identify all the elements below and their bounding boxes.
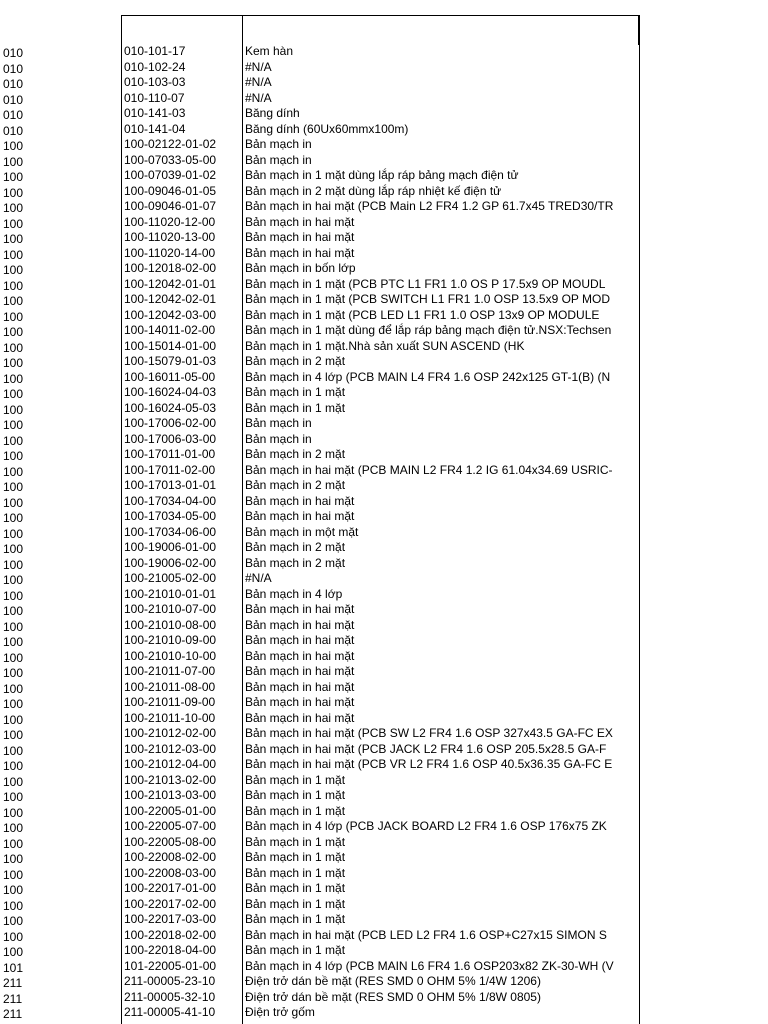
table-row [0, 633, 768, 649]
item-code-cell: 100-15079-01-03 [124, 354, 217, 368]
description-cell: Bản mạch in 1 mặt [245, 788, 346, 802]
item-code-cell: 010-102-24 [124, 59, 186, 74]
description-cell: Bản mạch in hai mặt (PCB Main L2 FR4 1.2 GP 61.7x45 TRED30/TR [245, 199, 614, 213]
group-code-cell: 010 [3, 61, 24, 76]
group-code-cell: 100 [3, 247, 24, 262]
item-code-cell: 100-07033-05-00 [124, 152, 217, 167]
table-row [0, 835, 768, 851]
description-cell: Bản mạch in 1 mặt [245, 912, 346, 926]
description-cell: Bản mạch in 1 mặt.Nhà sản xuất SUN ASCEND (HK [245, 338, 525, 353]
group-code-cell: 100 [3, 294, 24, 308]
item-code-cell: 100-21010-09-00 [124, 633, 217, 647]
table-row [0, 230, 768, 246]
item-code-cell: 100-14011-02-00 [124, 323, 216, 337]
description-cell: #N/A [245, 59, 272, 74]
group-code-cell: 100 [3, 728, 24, 742]
description-cell: Bản mạch in hai mặt [245, 493, 355, 508]
group-code-cell: 100 [3, 154, 24, 169]
table-row [0, 850, 768, 866]
group-code-cell: 100 [3, 495, 24, 510]
item-table [0, 44, 768, 1021]
table-row [0, 587, 768, 603]
item-code-cell: 100-22005-07-00 [124, 819, 217, 833]
item-code-cell: 100-22017-01-00 [124, 881, 217, 895]
description-cell: Bản mạch in hai mặt (PCB LED L2 FR4 1.6 OSP+C27x15 SIMON S [245, 927, 607, 942]
description-cell: Bản mạch in 1 mặt (PCB SWITCH L1 FR1 1.0 OSP 13.5x9 OP MOD [245, 292, 611, 306]
group-code-cell: 100 [3, 449, 24, 463]
item-code-cell: 100-11020-12-00 [124, 214, 216, 229]
table-row [0, 928, 768, 944]
description-cell: Bản mạch in hai mặt [245, 648, 355, 663]
description-cell: #N/A [245, 90, 272, 105]
table-row [0, 881, 768, 897]
group-code-cell: 100 [3, 526, 24, 541]
table-row [0, 137, 768, 153]
group-code-cell: 100 [3, 511, 24, 525]
description-cell: Bản mạch in 4 lớp [245, 586, 343, 601]
group-code-cell: 100 [3, 278, 24, 293]
group-code-cell: 100 [3, 619, 24, 634]
table-row [0, 447, 768, 463]
description-cell: Bản mạch in hai mặt [245, 509, 355, 523]
description-cell: Bản mạch in hai mặt (PCB MAIN L2 FR4 1.2 IG 61.04x34.69 USRIC- [245, 462, 613, 477]
item-code-cell: 100-21011-08-00 [124, 679, 216, 694]
group-code-cell: 100 [3, 542, 24, 556]
table-row [0, 571, 768, 587]
item-code-cell: 100-09046-01-07 [124, 199, 217, 213]
item-code-cell: 100-09046-01-05 [124, 183, 217, 198]
group-code-cell: 100 [3, 805, 24, 820]
item-code-cell: 100-16011-05-00 [124, 369, 216, 384]
description-cell: Bản mạch in 1 mặt (PCB LED L1 FR1 1.0 OSP 13x9 OP MODULE [245, 307, 600, 322]
description-cell: #N/A [245, 571, 272, 585]
item-code-cell: 100-21010-10-00 [124, 648, 217, 663]
table-row [0, 618, 768, 634]
group-code-cell: 100 [3, 666, 24, 680]
table-row [0, 184, 768, 200]
table-row [0, 432, 768, 448]
description-cell: Điện trở gốm [245, 1005, 315, 1019]
group-code-cell: 100 [3, 774, 24, 789]
table-row [0, 695, 768, 711]
group-code-cell: 100 [3, 418, 24, 432]
group-code-cell: 100 [3, 232, 24, 246]
group-code-cell: 100 [3, 867, 24, 882]
description-cell: Bản mạch in 1 mặt [245, 943, 346, 957]
item-code-cell: 100-19006-01-00 [124, 540, 217, 554]
table-row [0, 757, 768, 773]
table-row [0, 897, 768, 913]
description-cell: Điện trở dán bề mặt (RES SMD 0 OHM 5% 1/8W 0805) [245, 989, 541, 1004]
item-code-cell: 100-17011-01-00 [124, 447, 216, 461]
item-code-cell: 100-15014-01-00 [124, 338, 217, 353]
item-code-cell: 100-17013-01-01 [124, 478, 217, 492]
table-row [0, 75, 768, 91]
table-row [0, 106, 768, 122]
group-code-cell: 100 [3, 216, 24, 231]
table-row [0, 401, 768, 417]
group-code-cell: 100 [3, 263, 24, 277]
group-code-cell: 211 [3, 991, 23, 1006]
item-code-cell: 010-101-17 [124, 44, 186, 58]
item-code-cell: 211-00005-32-10 [124, 989, 216, 1004]
group-code-cell: 100 [3, 604, 24, 618]
table-row [0, 60, 768, 76]
table-row [0, 308, 768, 324]
item-code-cell: 100-21012-02-00 [124, 726, 217, 740]
table-row [0, 540, 768, 556]
item-code-cell: 101-22005-01-00 [124, 958, 217, 973]
item-code-cell: 100-21011-07-00 [124, 664, 216, 678]
item-code-cell: 100-11020-13-00 [124, 230, 216, 244]
group-code-cell: 211 [3, 976, 23, 990]
item-code-cell: 100-22005-08-00 [124, 834, 217, 849]
description-cell: Bản mạch in 2 mặt [245, 354, 346, 368]
description-cell: Bản mạch in 4 lớp (PCB JACK BOARD L2 FR4 1.6 OSP 176x75 ZK [245, 819, 607, 833]
item-code-cell: 100-21013-03-00 [124, 788, 217, 802]
item-code-cell: 100-11020-14-00 [124, 245, 216, 260]
description-cell: Bản mạch in hai mặt [245, 633, 355, 647]
table-row [0, 664, 768, 680]
group-code-cell: 100 [3, 743, 24, 758]
table-row [0, 773, 768, 789]
table-row [0, 959, 768, 975]
description-cell: Bản mạch in 1 mặt (PCB PTC L1 FR1 1.0 OS P 17.5x9 OP MOUDL [245, 276, 606, 291]
item-code-cell: 100-21013-02-00 [124, 772, 217, 787]
table-row [0, 525, 768, 541]
item-code-cell: 100-17034-05-00 [124, 509, 217, 523]
group-code-cell: 100 [3, 480, 24, 494]
table-row [0, 215, 768, 231]
item-code-cell: 100-17006-02-00 [124, 416, 217, 430]
description-cell: Bản mạch in hai mặt [245, 695, 355, 709]
group-code-cell: 100 [3, 650, 24, 665]
description-cell: Bản mạch in hai mặt (PCB VR L2 FR4 1.6 OSP 40.5x36.35 GA-FC E [245, 757, 613, 771]
group-code-cell: 100 [3, 635, 24, 649]
table-row [0, 788, 768, 804]
item-code-cell: 100-16024-05-03 [124, 400, 217, 415]
description-cell: Bản mạch in [245, 152, 312, 167]
group-code-cell: 010 [3, 46, 24, 60]
header-cell-box [121, 15, 639, 45]
table-row [0, 323, 768, 339]
description-cell: Bản mạch in 2 mặt [245, 478, 346, 492]
group-code-cell: 100 [3, 402, 24, 417]
table-row [0, 168, 768, 184]
group-code-cell: 100 [3, 201, 24, 215]
table-row [0, 385, 768, 401]
group-code-cell: 100 [3, 387, 24, 401]
description-cell: Bản mạch in 4 lớp (PCB MAIN L6 FR4 1.6 OSP203x82 ZK-30-WH (V [245, 958, 614, 973]
group-code-cell: 100 [3, 898, 24, 913]
group-code-cell: 100 [3, 883, 24, 897]
table-row [0, 711, 768, 727]
group-code-cell: 010 [3, 77, 24, 91]
group-code-cell: 100 [3, 170, 24, 184]
description-cell: Bản mạch in hai mặt [245, 710, 355, 725]
description-cell: Bản mạch in hai mặt [245, 230, 355, 244]
group-code-cell: 100 [3, 573, 24, 587]
item-code-cell: 100-21010-08-00 [124, 617, 217, 632]
group-code-cell: 100 [3, 371, 24, 386]
item-code-cell: 100-19006-02-00 [124, 555, 217, 570]
group-code-cell: 100 [3, 852, 24, 866]
group-code-cell: 100 [3, 588, 24, 603]
item-code-cell: 100-22018-04-00 [124, 943, 217, 957]
group-code-cell: 100 [3, 790, 24, 804]
table-row [0, 44, 768, 60]
item-code-cell: 100-21011-10-00 [124, 710, 216, 725]
item-code-cell: 100-17011-02-00 [124, 462, 216, 477]
group-code-cell: 100 [3, 433, 24, 448]
group-code-cell: 100 [3, 325, 24, 339]
description-cell: Bản mạch in hai mặt [245, 664, 355, 678]
item-code-cell: 100-21011-09-00 [124, 695, 216, 709]
group-code-cell: 100 [3, 557, 24, 572]
item-code-cell: 100-07039-01-02 [124, 168, 217, 182]
description-cell: Bản mạch in 1 mặt [245, 865, 346, 880]
item-code-cell: 100-12042-01-01 [124, 276, 217, 291]
item-code-cell: 010-110-07 [124, 90, 185, 105]
description-cell: Bản mạch in 1 mặt [245, 772, 346, 787]
description-cell: Bản mạch in hai mặt (PCB JACK L2 FR4 1.6 OSP 205.5x28.5 GA-F [245, 741, 607, 756]
description-cell: Kem hàn [245, 44, 294, 58]
table-row [0, 261, 768, 277]
description-cell: Bản mạch in 1 mặt [245, 834, 346, 849]
group-code-cell: 100 [3, 929, 24, 944]
item-code-cell: 100-17034-04-00 [124, 493, 217, 508]
item-code-cell: 010-141-04 [124, 121, 186, 136]
table-row [0, 974, 768, 990]
table-row [0, 912, 768, 928]
description-cell: #N/A [245, 75, 272, 89]
item-code-cell: 100-02122-01-02 [124, 137, 217, 151]
group-code-cell: 100 [3, 139, 24, 153]
group-code-cell: 010 [3, 92, 24, 107]
group-code-cell: 100 [3, 821, 24, 835]
table-row [0, 246, 768, 262]
table-row [0, 494, 768, 510]
table-row [0, 1005, 768, 1021]
group-code-cell: 100 [3, 836, 24, 851]
item-code-cell: 100-12042-02-01 [124, 292, 217, 306]
table-row [0, 509, 768, 525]
table-row [0, 199, 768, 215]
description-cell: Băng dính [245, 106, 300, 120]
item-code-cell: 100-22018-02-00 [124, 927, 217, 942]
table-row [0, 742, 768, 758]
group-code-cell: 100 [3, 697, 24, 711]
table-row [0, 478, 768, 494]
description-cell: Bản mạch in hai mặt [245, 602, 355, 616]
table-row [0, 292, 768, 308]
table-row [0, 943, 768, 959]
item-code-cell: 100-22017-03-00 [124, 912, 217, 926]
description-cell: Bản mạch in 1 mặt [245, 385, 346, 399]
table-row [0, 556, 768, 572]
description-cell: Bản mạch in [245, 431, 312, 446]
description-cell: Bản mạch in bốn lớp [245, 261, 356, 275]
item-code-cell: 100-21010-07-00 [124, 602, 217, 616]
item-code-cell: 100-12018-02-00 [124, 261, 217, 275]
description-cell: Bản mạch in 4 lớp (PCB MAIN L4 FR4 1.6 OSP 242x125 GT-1(B) (N [245, 369, 611, 384]
table-row [0, 680, 768, 696]
item-code-cell: 100-22017-02-00 [124, 896, 217, 911]
item-code-cell: 100-22008-03-00 [124, 865, 217, 880]
description-cell: Bản mạch in một mặt [245, 524, 359, 539]
group-code-cell: 100 [3, 914, 24, 928]
group-code-cell: 100 [3, 464, 24, 479]
item-code-cell: 100-17034-06-00 [124, 524, 217, 539]
table-row [0, 649, 768, 665]
description-cell: Bản mạch in hai mặt [245, 245, 355, 260]
item-code-cell: 100-21012-03-00 [124, 741, 217, 756]
group-code-cell: 010 [3, 123, 24, 138]
group-code-cell: 100 [3, 759, 24, 773]
group-code-cell: 100 [3, 681, 24, 696]
item-code-cell: 100-22005-01-00 [124, 803, 217, 818]
description-cell: Bản mạch in 1 mặt dùng lắp ráp bảng mạch điện tử [245, 168, 519, 182]
description-cell: Bản mạch in 1 mặt [245, 881, 346, 895]
group-code-cell: 100 [3, 309, 24, 324]
item-code-cell: 100-12042-03-00 [124, 307, 217, 322]
description-cell: Bản mạch in 2 mặt [245, 447, 346, 461]
description-cell: Bản mạch in 2 mặt [245, 540, 346, 554]
table-row [0, 804, 768, 820]
item-code-cell: 100-21010-01-01 [124, 586, 217, 601]
description-cell: Bản mạch in hai mặt [245, 214, 355, 229]
group-code-cell: 100 [3, 356, 24, 370]
group-code-cell: 101 [3, 960, 24, 975]
description-cell: Bản mạch in 1 mặt [245, 803, 346, 818]
table-row [0, 370, 768, 386]
description-cell: Bản mạch in 2 mặt dùng lắp ráp nhiệt kế điện tử [245, 183, 502, 198]
description-cell: Bản mạch in 1 mặt [245, 400, 346, 415]
table-row [0, 354, 768, 370]
description-cell: Băng dính (60Ux60mmx100m) [245, 121, 409, 136]
item-code-cell: 100-16024-04-03 [124, 385, 217, 399]
table-row [0, 416, 768, 432]
item-code-cell: 211-00005-23-10 [124, 974, 216, 988]
table-row [0, 990, 768, 1006]
table-row [0, 866, 768, 882]
description-cell: Bản mạch in 2 mặt [245, 555, 346, 570]
description-cell: Bản mạch in 1 mặt [245, 850, 346, 864]
table-row [0, 122, 768, 138]
group-code-cell: 100 [3, 340, 24, 355]
table-row [0, 277, 768, 293]
item-code-cell: 100-17006-03-00 [124, 431, 217, 446]
table-row [0, 726, 768, 742]
group-code-cell: 211 [3, 1007, 23, 1021]
description-cell: Điện trở dán bề mặt (RES SMD 0 OHM 5% 1/4W 1206) [245, 974, 541, 988]
description-cell: Bản mạch in [245, 137, 312, 151]
item-code-cell: 100-21012-04-00 [124, 757, 217, 771]
description-cell: Bản mạch in hai mặt [245, 679, 355, 694]
description-cell: Bản mạch in 1 mặt [245, 896, 346, 911]
table-row [0, 153, 768, 169]
item-code-cell: 010-141-03 [124, 106, 186, 120]
table-row [0, 602, 768, 618]
table-row [0, 819, 768, 835]
description-cell: Bản mạch in [245, 416, 312, 430]
item-code-cell: 010-103-03 [124, 75, 186, 89]
table-row [0, 463, 768, 479]
group-code-cell: 100 [3, 712, 24, 727]
item-code-cell: 100-21005-02-00 [124, 571, 217, 585]
group-code-cell: 100 [3, 185, 24, 200]
group-code-cell: 010 [3, 108, 24, 122]
group-code-cell: 100 [3, 945, 24, 959]
table-row [0, 339, 768, 355]
item-code-cell: 100-22008-02-00 [124, 850, 217, 864]
table-row [0, 91, 768, 107]
description-cell: Bản mạch in hai mặt [245, 617, 355, 632]
description-cell: Bản mạch in hai mặt (PCB SW L2 FR4 1.6 OSP 327x43.5 GA-FC EX [245, 726, 613, 740]
item-code-cell: 211-00005-41-10 [124, 1005, 216, 1019]
description-cell: Bản mạch in 1 mặt dùng để lắp ráp bảng mạch điện tử.NSX:Techsen [245, 323, 612, 337]
